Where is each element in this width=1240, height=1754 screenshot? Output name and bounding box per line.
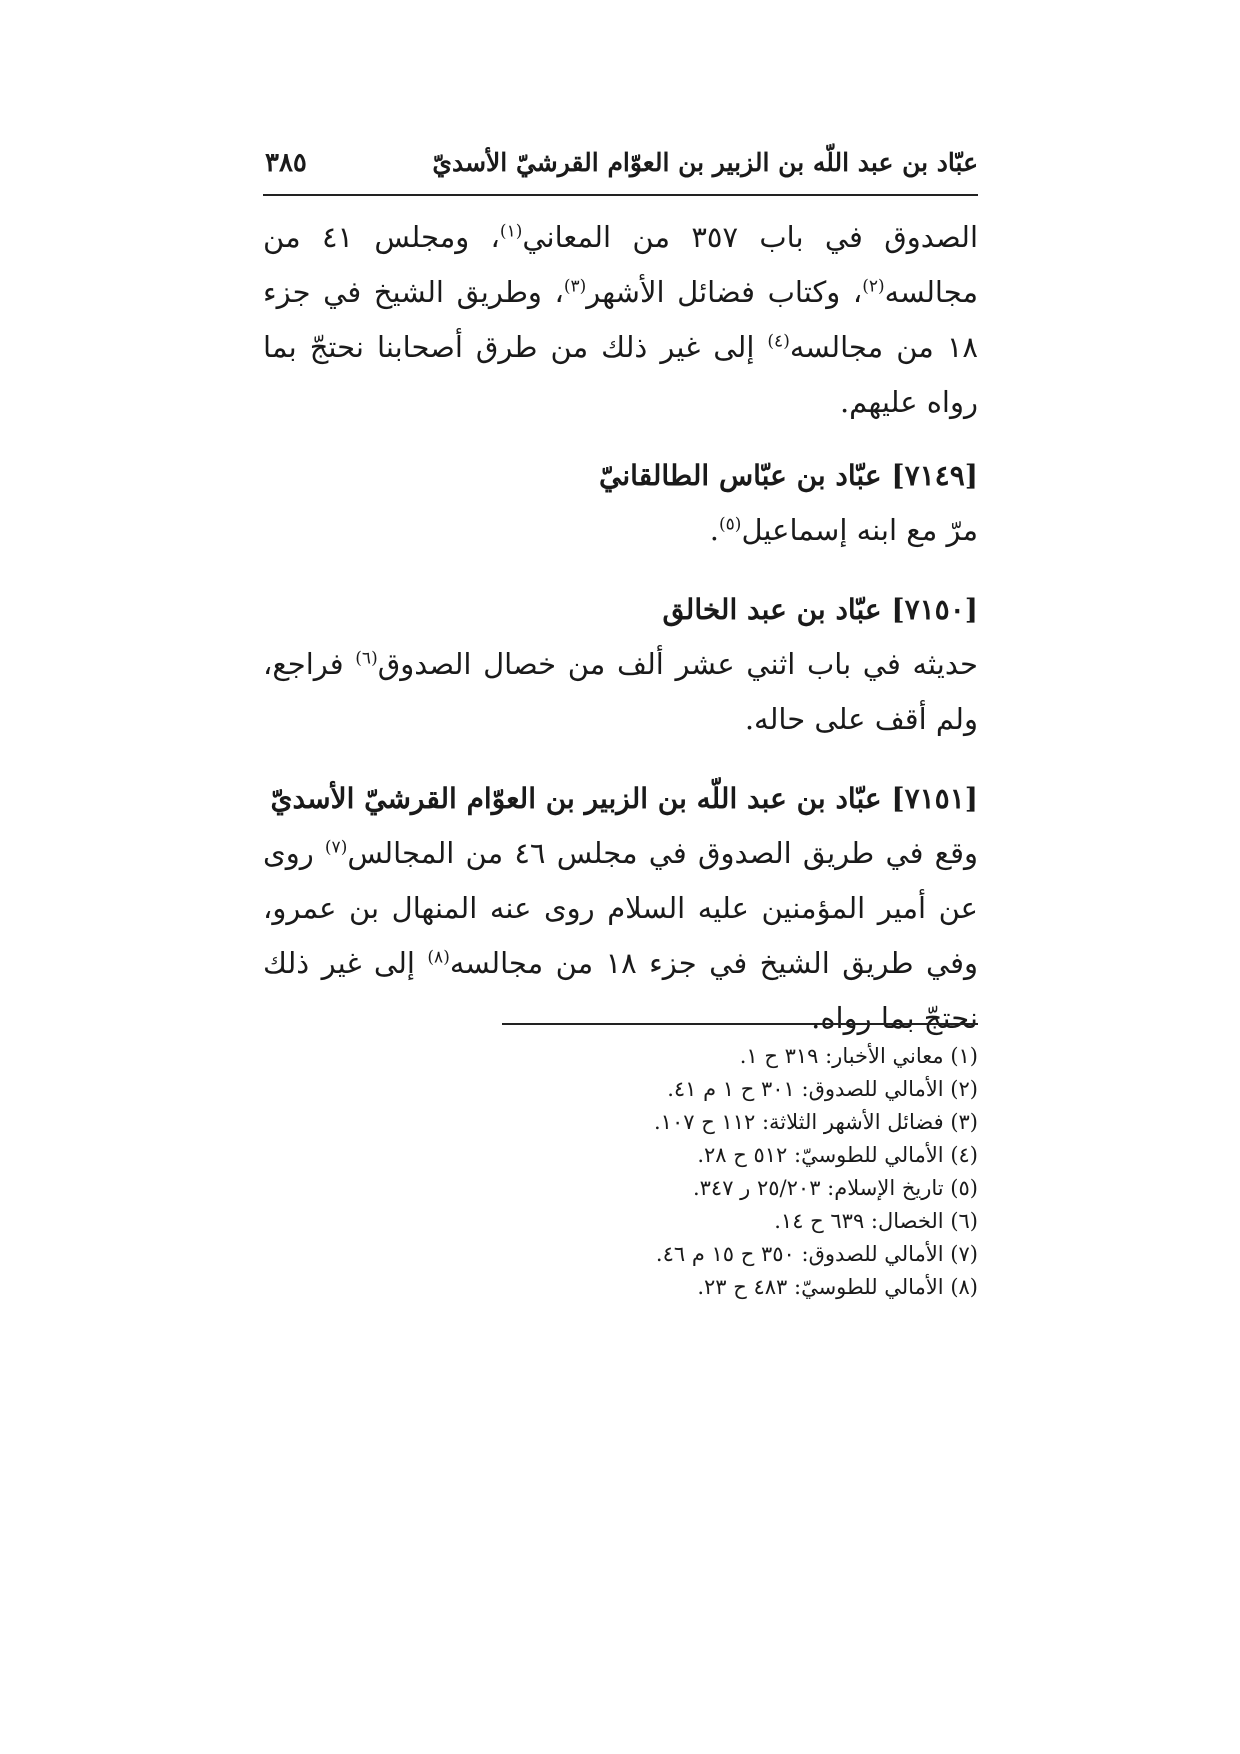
- footnote-ref-6: (٦): [355, 648, 378, 669]
- spacer: [263, 747, 978, 771]
- page-number: ٣٨٥: [265, 148, 307, 178]
- intro-paragraph: [263, 210, 978, 430]
- entry-7149-body: [263, 503, 978, 558]
- spacer: [263, 430, 978, 448]
- entry-7151-text-3: إلى غير ذلك نحتجّ بما رواه.: [263, 946, 978, 1035]
- entry-7149-title: [٧١٤٩] عبّاد بن عبّاس الطالقانيّ: [599, 459, 978, 492]
- intro-text-5: إلى غير ذلك من طرق أصحابنا نحتجّ بما رواه عليهم.: [263, 330, 978, 419]
- running-title: عبّاد بن عبد اللّه بن الزبير بن العوّام القرشيّ الأسديّ: [432, 148, 978, 177]
- intro-text-1: الصدوق في باب ٣٥٧ من المعاني: [522, 220, 978, 254]
- entry-7151-text-1: وقع في طريق الصدوق في مجلس ٤٦ من المجالس: [347, 836, 978, 870]
- footnote-ref-4: (٤): [767, 331, 790, 352]
- intro-text-3: ، وكتاب فضائل الأشهر: [586, 275, 863, 309]
- entry-7150-body: [263, 637, 978, 747]
- footnote-7: (٧) الأمالي للصدوق: ٣٥٠ ح ١٥ م ٤٦.: [655, 1242, 978, 1266]
- footnote-ref-7: (٧): [324, 837, 348, 858]
- footnote-8: (٨) الأمالي للطوسيّ: ٤٨٣ ح ٢٣.: [697, 1275, 978, 1299]
- spacer: [263, 558, 978, 582]
- footnote-4: (٤) الأمالي للطوسيّ: ٥١٢ ح ٢٨.: [697, 1143, 978, 1167]
- entry-7150-text-2: فراجع، ولم أقف على حاله.: [263, 647, 978, 736]
- entry-7151-title: [٧١٥١] عبّاد بن عبد اللّه بن الزبير بن العوّام القرشيّ الأسديّ: [270, 782, 978, 815]
- intro-text-2: ، ومجلس ٤١ من مجالسه: [263, 220, 978, 309]
- footnote-5: (٥) تاريخ الإسلام: ٢٥/٢٠٣ ر ٣٤٧.: [692, 1176, 978, 1200]
- footnote-ref-2: (٢): [862, 276, 885, 297]
- footnote-separator: [502, 1023, 978, 1025]
- entry-7149-text-1: مرّ مع ابنه إسماعيل: [741, 513, 978, 547]
- entry-7149-text-2: .: [709, 513, 720, 547]
- footnote-6: (٦) الخصال: ٦٣٩ ح ١٤.: [774, 1209, 978, 1233]
- footnote-ref-3: (٣): [563, 276, 587, 297]
- footnote-2: (٢) الأمالي للصدوق: ٣٠١ ح ١ م ٤١.: [667, 1077, 978, 1101]
- footnote-ref-1: (١): [499, 221, 523, 242]
- entry-7150-title: [٧١٥٠] عبّاد بن عبد الخالق: [662, 593, 978, 626]
- footnotes: [502, 1040, 978, 1304]
- intro-text-4: ، وطريق الشيخ في جزء ١٨ من مجالسه: [263, 275, 978, 364]
- footnote-3: (٣) فضائل الأشهر الثلاثة: ١١٢ ح ١٠٧.: [653, 1110, 978, 1134]
- page-header: [263, 140, 978, 196]
- footnote-ref-5: (٥): [719, 514, 742, 535]
- footnote-1: (١) معاني الأخبار: ٣١٩ ح ١.: [739, 1044, 978, 1068]
- entry-7150-text-1: حديثه في باب اثني عشر ألف من خصال الصدوق: [377, 647, 978, 681]
- footnote-ref-8: (٨): [427, 947, 450, 968]
- main-text: [263, 210, 978, 1046]
- entry-7151-body: [263, 826, 978, 1046]
- entry-7151-text-2: روى عن أمير المؤمنين عليه السلام روى عنه المنهال بن عمرو، وفي طريق الشيخ في جزء ١٨ من مجالسه: [263, 836, 979, 980]
